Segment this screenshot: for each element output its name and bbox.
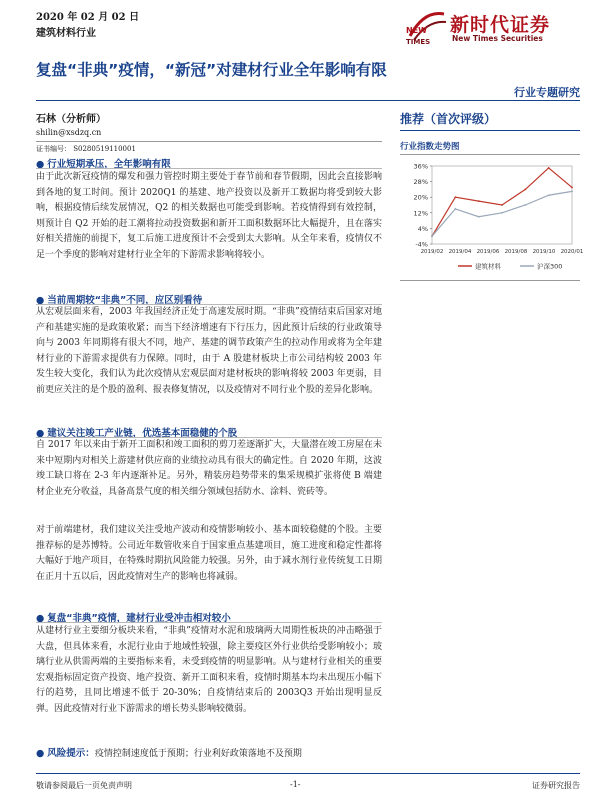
footer-divider	[36, 773, 580, 774]
x-tick-label: 2019/06	[476, 249, 500, 255]
footer-disclaimer: 敬请参阅最后一页免责声明	[36, 781, 132, 790]
data-point	[548, 167, 550, 169]
index-trend-chart	[400, 158, 584, 278]
report-title: 复盘“非典”疫情，“新冠”对建材行业全年影响有限	[36, 61, 387, 79]
risk-text: 疫情控制速度低于预期；行业利好政策落地不及预期	[94, 749, 302, 759]
y-tick-label: 36%	[413, 162, 428, 171]
section-heading-text: 复盘“非典”疫情，建材行业受冲击相对较小	[47, 613, 231, 624]
bullet-icon: ●	[36, 295, 45, 306]
x-tick-label: 2020/01	[560, 249, 584, 255]
bullet-icon: ●	[36, 428, 45, 439]
data-point	[454, 196, 456, 198]
x-tick-label: 2019/08	[504, 249, 528, 255]
header-divider	[36, 100, 580, 101]
data-point	[571, 187, 573, 189]
data-point	[478, 216, 480, 218]
section-paragraph-4: 对于前端建材，我们建议关注受地产波动和疫情影响较小、基本面较稳健的个股。主要推荐标的是苏博特。公司近年数管收来自于国家重点基建项目，施工进度和稳定性都将大幅好于地产项目，在特殊时期抗风险能力较强。另外，由于减水剂行业传统复工日期在正月十五以后，因此疫情对生产的影响也将减弱。	[36, 525, 382, 582]
rating-divider	[400, 130, 580, 131]
svg-text:TIMES: TIMES	[406, 38, 431, 46]
chart-title-divider	[400, 154, 580, 155]
data-point	[501, 212, 503, 214]
y-tick-label: 4%	[417, 224, 428, 233]
section-divider	[36, 168, 382, 169]
legend-label: 建筑材料	[475, 262, 501, 271]
chart-bottom-divider	[400, 280, 580, 281]
section-paragraph-1: 由于此次新冠疫情的爆发和强力管控时期主要处于春节前和春节假期，因此会直接影响到各地的复工时间。预计 2020Q1 的基建、地产投资以及新开工数据均将受到较大影响，根据疫情后续发展情况，Q2 的相关数据也可能受到影响。若疫情得到有效控制，则预计自 Q2 开始的赶工潮将拉动投资数据和新开工面积数据环比大幅提升，且在落实好相关措施的前提下，复工后施工进度预计不会受到太大影响。从全年来看，疫情仅不足一个季度的影响对建材行业全年的下游需求影响将较小。	[36, 172, 382, 260]
section-heading-text: 当前周期较“非典”不同，应区别看待	[47, 295, 203, 306]
x-tick-label: 2019/10	[532, 249, 556, 255]
analyst-certificate: 证书编号： S0280519110001	[36, 145, 136, 153]
y-tick-label: -4%	[415, 240, 428, 249]
y-tick-label: 28%	[413, 178, 428, 187]
report-date: 2020 年 02 月 02 日	[36, 12, 140, 23]
section-divider	[36, 622, 382, 623]
x-tick-label: 2019/02	[420, 249, 444, 255]
data-point	[571, 190, 573, 192]
section-paragraph-2: 从宏观层面来看，2003 年我国经济正处于高速发展时期。“非典”疫情结束后国家对地产和基建实施的是政策收紧；而当下经济增速有下行压力，因此预计后续的行业政策导向与 2003 年同期将有很大不同，地产、基建的调节政策产生的拉动作用或将为全年建材行业的下游需求提供有力保障。同时，由于 A 股建材板块上市公司结构较 2003 年发生较大变化，我们认为此次疫情从宏观层面对建材板块的影响将较 2003 年更弱，目前更应关注的是个股的盈利、报表修复情况，以及疫情对不同行业个股的差异化影响。	[36, 307, 382, 395]
industry-label: 建筑材料行业	[36, 28, 96, 39]
risk-warning	[36, 745, 382, 759]
section-heading-text: 建议关注竣工产业链，优选基本面稳健的个股	[47, 428, 238, 439]
page-number: -1-	[290, 780, 301, 789]
chart-title: 行业指数走势图	[400, 142, 460, 152]
data-point	[501, 204, 503, 206]
risk-heading: 风险提示：	[47, 748, 95, 759]
legend-label: 沪深300	[537, 262, 563, 271]
logo-english-name: New Times Securities	[452, 34, 543, 43]
y-tick-label: 20%	[413, 193, 428, 202]
rating-label: 推荐（首次评级）	[400, 112, 497, 126]
report-type: 行业专题研究	[514, 86, 580, 99]
series-line-0	[432, 168, 572, 236]
analyst-name: 石林（分析师）	[36, 114, 106, 125]
data-point	[454, 208, 456, 210]
new-times-logo-icon	[404, 6, 450, 48]
data-point	[478, 200, 480, 202]
data-point	[548, 194, 550, 196]
bullet-icon: ●	[36, 159, 45, 170]
analyst-divider	[36, 141, 382, 142]
section-heading-text: 行业短期承压，全年影响有限	[47, 159, 171, 170]
logo-chinese-name: 新时代证券	[450, 14, 551, 36]
footer-report-label: 证券研究报告	[532, 781, 580, 790]
bullet-icon: ●	[36, 613, 45, 624]
data-point	[524, 204, 526, 206]
analyst-email: shilin@xsdzq.cn	[36, 128, 102, 137]
svg-text:NEW: NEW	[406, 26, 427, 35]
company-logo	[404, 6, 594, 50]
series-line-1	[432, 191, 572, 236]
data-point	[524, 189, 526, 191]
x-tick-label: 2019/04	[448, 249, 472, 255]
bullet-icon: ●	[36, 748, 45, 759]
data-point	[431, 235, 433, 237]
section-paragraph-3: 自 2017 年以来由于新开工面积和竣工面积的剪刀差逐渐扩大，大量潜在竣工房屋在未来中短期内对相关上游建材供应商的业绩拉动具有很大的确定性。自 2020 年期，这波竣工缺口将在 2-3 年内逐渐补足。另外，精装房趋势带来的集采规模扩张将使 B 端建材企业充分收益，具备高景气度的相关细分领域包括防水、涂料、瓷砖等。	[36, 440, 382, 497]
y-tick-label: 12%	[413, 209, 428, 218]
section-paragraph-5: 从建材行业主要细分板块来看，“非典”疫情对水泥和玻璃两大周期性板块的冲击略强于大盘，但具体来看，水泥行业由于地域性较强，除主要疫区外行业供给受影响较小；玻璃行业从供需两端的主要指标来看，未受到疫情的明显影响。从与建材行业相关的重要宏观指标固定资产投资、地产投资、新开工面积来看，疫情时期基本均未出现压小幅下行的趋势，且同比增速不低于 20-30%；自疫情结束后的 2003Q3 开始出现明显反弹。因此疫情对行业下游需求的增长势头影响较微弱。	[36, 626, 382, 714]
